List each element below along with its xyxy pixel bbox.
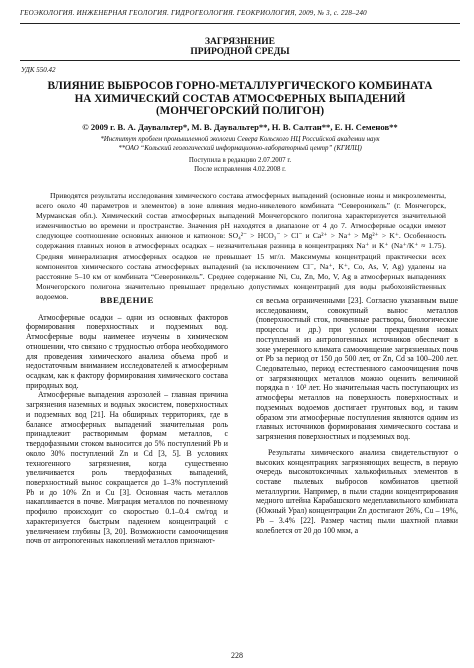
header-rule bbox=[20, 23, 460, 24]
article-title bbox=[20, 80, 460, 118]
revised-date: После исправления 4.02.2008 г. bbox=[194, 166, 286, 173]
section-heading bbox=[140, 37, 340, 57]
udk-code: УДК 550.42 bbox=[21, 66, 56, 74]
page-number: 228 bbox=[231, 651, 243, 660]
received-date: Поступила в редакцию 2.07.2007 г. bbox=[188, 157, 292, 164]
affiliation-2: **ОАО “Кольский геологический информационно-лабораторный центр” (КГИЛЦ) bbox=[118, 145, 362, 152]
left-paragraph-1: Атмосферные осадки – одни из основных факторов формирования поверхностных и подземных вод. Атмосферные воды наименее изучены в химическом отношении, что связано с трудностью отбора необходимого для проведения химического анализа объема проб и недостаточным вниманием исследователей к атмосферным осадкам, как к фактору формирования химического состава природных вод. bbox=[26, 312, 228, 390]
abstract bbox=[36, 191, 446, 302]
article-title-line2: НА ХИМИЧЕСКИЙ СОСТАВ АТМОСФЕРНЫХ ВЫПАДЕНИЙ bbox=[74, 92, 406, 105]
article-authors: © 2009 г. В. А. Даувальтер*, М. В. Даувальтер**, Н. В. Салтан**, Е. Н. Семенов** bbox=[82, 122, 398, 132]
abstract-text: Приводятся результаты исследования химического состава атмосферных выпадений (основные ионы и микроэлементы, всего около 40 параметров и элементов) в зоне влияния медно-никелевого комбината “Североникель” (г. Мончегорск, Мурманская обл.). Химический состав атмосферных выпадений Мончегорского полигона характеризуется значительной изменчивостью во времени и пространстве. Значения pH находятся в диапазоне от 4 до 7. Атмосферные осадки имеют следующее соотношение основных анионов и катионов: SO₄²⁻ > HCO₃⁻ > Cl⁻ и Ca²⁺ > Na⁺ > Mg²⁺ > K⁺. Особенность содержания главных ионов в атмосферных осадках – незначительная разница в концентрациях Na⁺ и K⁺ (Na⁺/K⁺ ≈ 1.75). Средняя минерализация атмосферных осадков не превышает 15 мг/л. Максимумы концентраций практически всех компонентов химического состава атмосферных выпадений (за исключением Cl⁻, Na⁺, K⁺, Co, As, V, Ag) удалены на расстояние 5–10 км от комбината “Североникель”. Среднее содержание Ni, Cu, Zn, Mo, V, Ag в атмосферных выпадениях Мончегорского полигона значительно превышает предельно допустимых концентраций для воды рыбохозяйственных водоемов. bbox=[36, 191, 446, 301]
running-header: ГЕОЭКОЛОГИЯ. ИНЖЕНЕРНАЯ ГЕОЛОГИЯ. ГИДРОГЕОЛОГИЯ. ГЕОКРИОЛОГИЯ, 2009, № 3, с. 228–240 bbox=[20, 9, 367, 17]
article-title-line1: ВЛИЯНИЕ ВЫБРОСОВ ГОРНО-МЕТАЛЛУРГИЧЕСКОГО КОМБИНАТА bbox=[47, 80, 433, 92]
intro-heading: ВВЕДЕНИЕ bbox=[100, 295, 154, 305]
section-heading-line1: ЗАГРЯЗНЕНИЕ bbox=[205, 37, 275, 47]
left-column bbox=[26, 296, 228, 546]
right-column bbox=[256, 296, 458, 535]
right-paragraph-1: ся весьма ограниченными [23]. Согласно указанным выше исследованиям, совокупный вынос металлов (поверхностный сток, почвенные растворы, биологические процессы и др.) при условии прекращения новых поступлений из антропогенных источников обеспечит в зоне умеренного климата самоочищение загрязненных почв от Pb за период от 150 до 500 лет, от Zn, Cd за 100–200 лет. Следовательно, период естественного самоочищения почв от загрязняющих металлов можно оценить величиной порядка n · 10² лет. Но значительная часть поступающих из атмосферы металлов на поверхность поверхностных и подземных водоемов достигает грунтовых вод, и таким образом эти атмосферные поступления являются одним из главных источников формирования химического состава и загрязнения поверхностных и подземных вод. bbox=[256, 296, 458, 442]
section-heading-line2: ПРИРОДНОЙ СРЕДЫ bbox=[190, 47, 290, 57]
section-rule bbox=[20, 60, 460, 61]
article-title-line3: (МОНЧЕГОРСКИЙ ПОЛИГОН) bbox=[155, 105, 325, 117]
affiliation-1: *Институт проблем промышленной экологии Севера Кольского НЦ Российской академии наук bbox=[100, 136, 380, 143]
right-paragraph-2: Результаты химического анализа свидетельствуют о высоких концентрациях загрязняющих веществ, в первую очередь высокотоксичных халькофильных элементов в составе пылевых выбросов комбинатов цветной металлургии. Например, в пыли стадии концентрирования медного штейна Карабашского медеплавильного комбината (Южный Урал) концентрации Zn достигают 26%, Cu – 19%, Pb – 3.4% [22]. Размер частиц пыли шахтной плавки колеблется от 20 до 100 мкм, а bbox=[256, 447, 458, 535]
left-paragraph-2: Атмосферные выпадения аэрозолей – главная причина загрязнения наземных и водных экосистем, поверхностных и подземных вод [21]. На обширных территориях, где в балансе атмосферных выпадений значительная роль принадлежит растворимым формам металлов, с твердофазными стоком выносится до 5% поступлений Pb и около 30% поступлений Zn и Cd [3, 5]. В условиях техногенного загрязнения, когда существенно увеличивается роль твердофазных выпадений, поверхностный вынос сокращается до 1–3% поступлений Pb и до 10% Zn и Cu [3]. Основная часть металлов накапливается в почве. Миграция металлов по почвенному профилю происходит со скоростью 0.1–0.4 см/год и характеризуется быстрым падением концентраций с увеличением глубины [3, 20]. Возможности самоочищения почв от антропогенных накоплений металлов признают- bbox=[26, 390, 228, 546]
